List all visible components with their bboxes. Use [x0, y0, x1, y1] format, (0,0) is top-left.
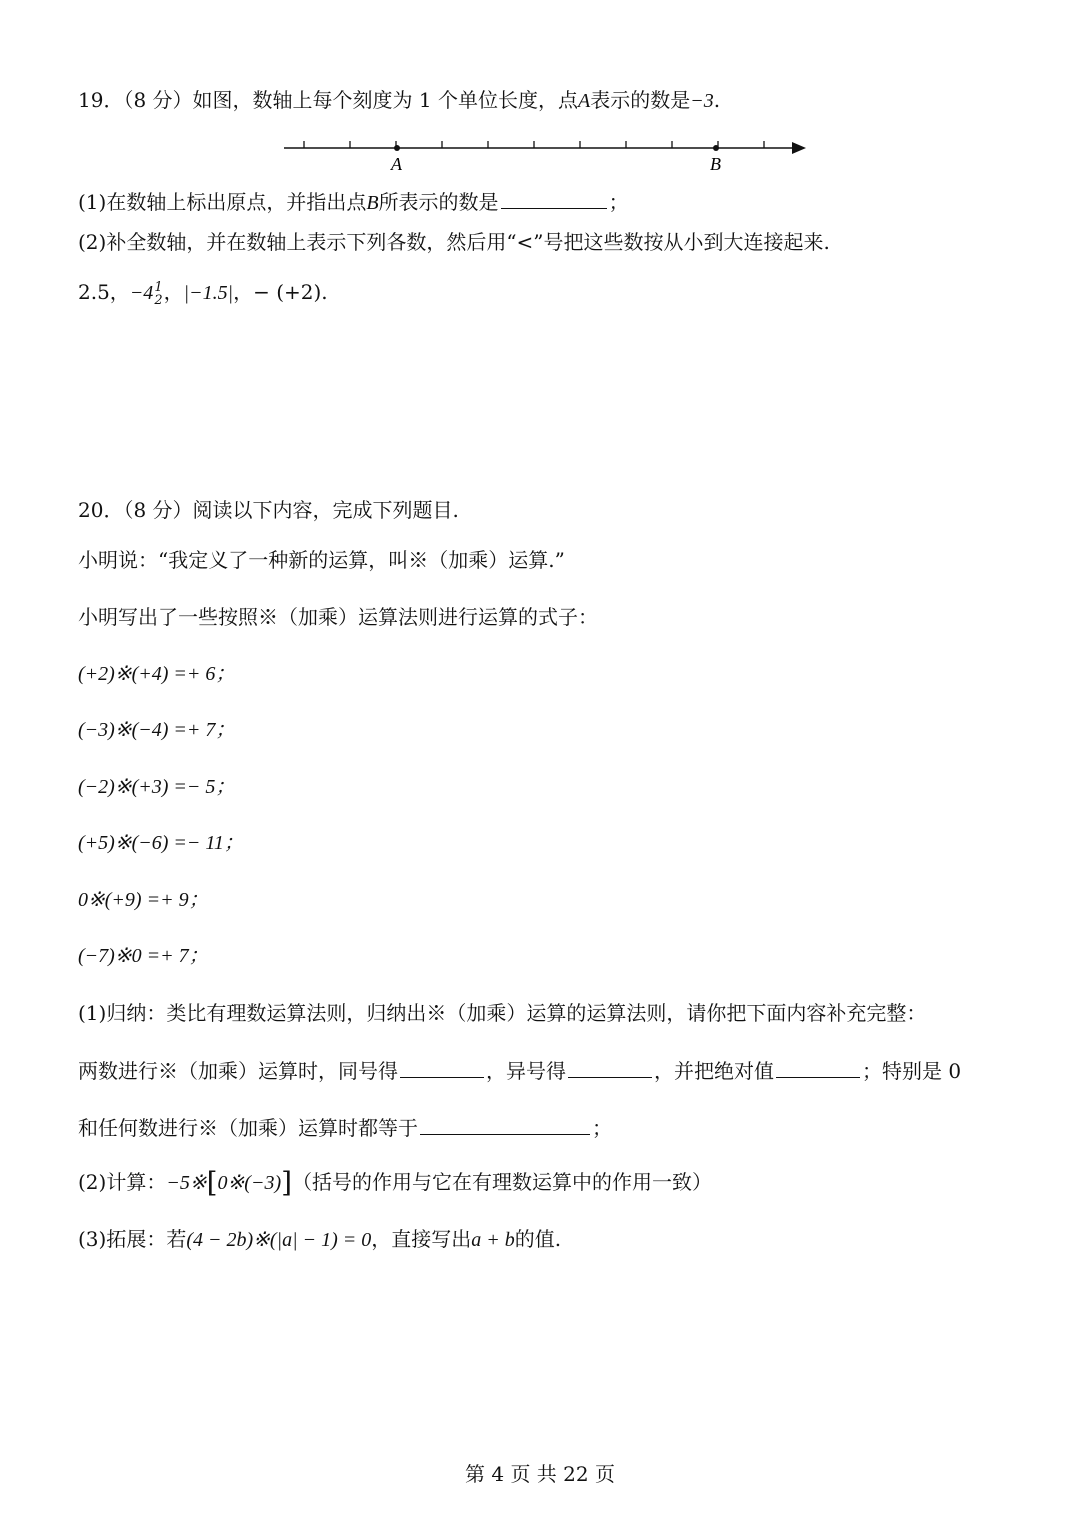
p2-expr2: 0※(−3): [217, 1172, 282, 1194]
fill-text-a: 两数进行※（加乘）运算时，同号得: [78, 1059, 398, 1083]
answer-blank-same-sign[interactable]: [400, 1055, 484, 1078]
page-footer: 第 4 页 共 22 页: [465, 1462, 615, 1486]
equation: (+5)※(−6) =− 11；: [78, 832, 244, 854]
p2-note: （括号的作用与它在有理数运算中的作用一致）: [292, 1170, 713, 1194]
fill-text-b: ，异号得: [486, 1059, 566, 1083]
equation: 0※(+9) =+ 9；: [78, 889, 209, 911]
p2-expr1: −5※: [166, 1172, 207, 1194]
q19-head-mid: 表示的数是: [590, 88, 691, 112]
fill-text-c: ，并把绝对值: [654, 1059, 774, 1083]
p3-expr: (4 − 2b)※(|a| − 1) = 0: [186, 1229, 372, 1251]
equation: (−7)※0 =+ 7；: [78, 945, 209, 967]
point-b-label: B: [710, 154, 721, 174]
point-a-dot: [394, 145, 400, 151]
q19-p1-b: 所表示的数是: [378, 190, 499, 214]
q20-fill-line2: [78, 1112, 612, 1142]
fill2-end: ；: [592, 1116, 612, 1140]
p2-right-bracket: ]: [281, 1166, 293, 1199]
fill-text-d: ；特别是 0: [862, 1059, 962, 1083]
q20-part3: [78, 1225, 561, 1254]
q20-quote: 小明说：“我定义了一种新的运算，叫※（加乘）运算.”: [78, 548, 565, 572]
num-1: 2.5，: [78, 280, 130, 304]
num-2-fraction: [154, 281, 162, 307]
equation: (+2)※(+4) =+ 6；: [78, 663, 236, 685]
num-2-numerator: 1: [154, 279, 163, 295]
point-a-label: A: [391, 154, 402, 174]
q19-p1-var: B: [366, 192, 379, 214]
p3-expr2: a + b: [471, 1229, 515, 1251]
answer-blank-b[interactable]: [501, 186, 607, 209]
p3-text: ，直接写出: [371, 1227, 472, 1251]
number-line: [280, 132, 810, 176]
equation: (−2)※(+3) =− 5；: [78, 776, 236, 798]
p2-label: (2)计算：: [78, 1170, 167, 1194]
num-2-sep: ，: [163, 280, 184, 304]
num-3-sep: ，: [233, 280, 254, 304]
answer-blank-abs[interactable]: [776, 1055, 860, 1078]
q19-part2: (2)补全数轴，并在数轴上表示下列各数，然后用“<”号把这些数按从小到大连接起来.: [78, 230, 830, 254]
q19-head-val: −3: [690, 90, 714, 112]
q19-head: 19．（8 分）如图，数轴上每个刻度为 1 个单位长度，点: [78, 88, 578, 112]
q19-head-end: .: [713, 88, 721, 112]
num-2-denominator: 2: [154, 292, 163, 308]
point-b-dot: [713, 145, 719, 151]
q19-title: [78, 86, 720, 115]
q20-fill-line1: [78, 1055, 961, 1085]
p3-end: 的值.: [514, 1227, 562, 1251]
number-line-arrow: [792, 142, 806, 154]
number-line-ticks: [304, 141, 764, 148]
fill2-text-a: 和任何数进行※（加乘）运算时都等于: [78, 1116, 418, 1140]
equation: (−3)※(−4) =+ 7；: [78, 719, 236, 741]
q19-p1-a: (1)在数轴上标出原点，并指出点: [78, 190, 367, 214]
q20-part2: [78, 1168, 712, 1197]
answer-blank-diff-sign[interactable]: [568, 1055, 652, 1078]
q19-p1-end: ；: [608, 190, 629, 214]
num-4: − (+2).: [253, 280, 328, 304]
q20-title: 20．（8 分）阅读以下内容，完成下列题目.: [78, 498, 459, 522]
num-3: |−1.5|: [183, 282, 234, 304]
q19-head-var: A: [577, 90, 591, 112]
q19-numbers: [78, 278, 328, 307]
num-2-int: −4: [129, 282, 154, 304]
p2-left-bracket: [: [206, 1166, 218, 1199]
q20-intro: 小明写出了一些按照※（加乘）运算法则进行运算的式子：: [78, 605, 598, 629]
answer-blank-zero[interactable]: [420, 1112, 590, 1135]
p3-label: (3)拓展：若: [78, 1227, 187, 1251]
q20-part1: (1)归纳：类比有理数运算法则，归纳出※（加乘）运算的运算法则，请你把下面内容补充完整：: [78, 1001, 927, 1025]
q19-part1: [78, 186, 629, 217]
